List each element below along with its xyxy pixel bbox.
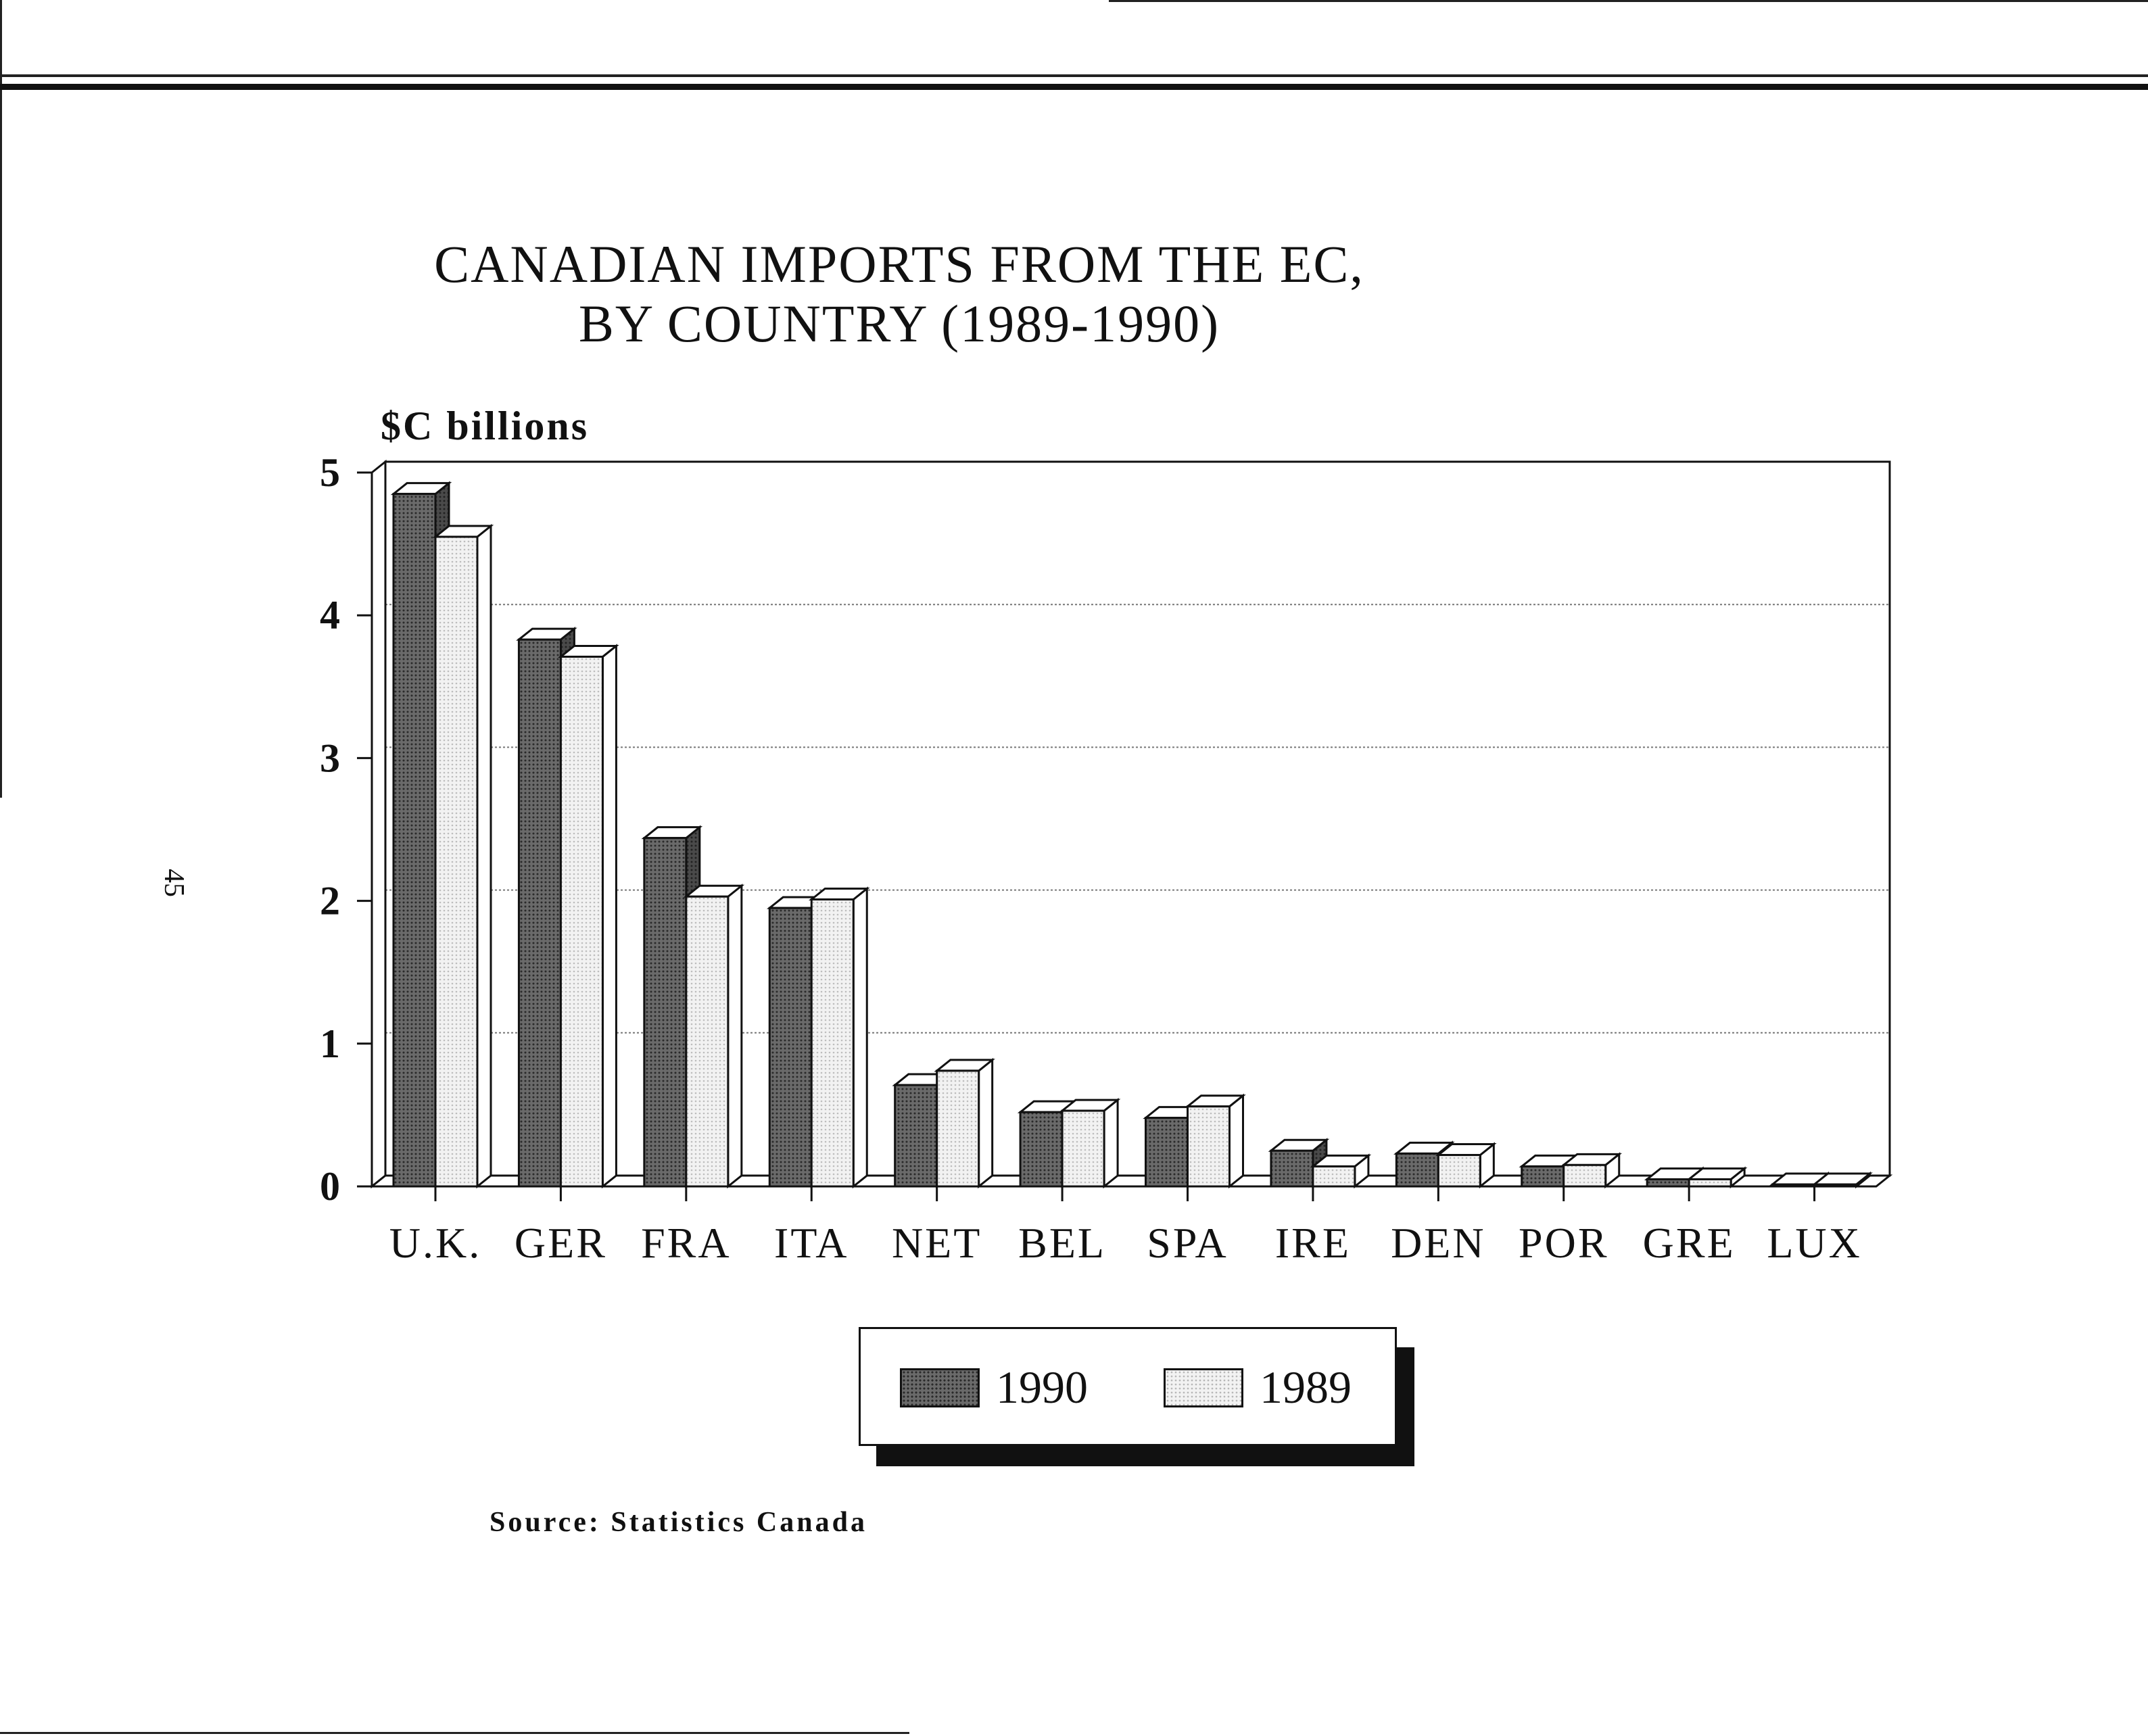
x-tick-label: SPA xyxy=(1147,1219,1228,1267)
y-axis-label: $C billions xyxy=(381,404,590,448)
x-tick-label: ITA xyxy=(774,1219,849,1267)
x-tick-label: U.K. xyxy=(389,1219,482,1267)
bar-1989-den xyxy=(1438,1144,1494,1186)
x-tick-label: IRE xyxy=(1274,1219,1351,1267)
bar-1989-bel xyxy=(1062,1100,1118,1186)
legend-label-1989: 1989 xyxy=(1260,1361,1352,1413)
legend-swatch-1990 xyxy=(900,1368,980,1407)
bar-1989-ita xyxy=(811,888,867,1186)
bar-1989-spa xyxy=(1188,1096,1243,1186)
page-number: 45 xyxy=(158,869,189,897)
chart-title-line-1: CANADIAN IMPORTS FROM THE EC, xyxy=(434,235,1364,293)
bar-1989-uk xyxy=(435,526,491,1186)
y-tick-label: 2 xyxy=(320,878,340,923)
x-tick-label: FRA xyxy=(641,1219,732,1267)
y-tick-label: 3 xyxy=(320,736,340,781)
x-tick-label: BEL xyxy=(1018,1219,1107,1267)
y-tick-label: 4 xyxy=(320,593,340,638)
x-tick-label: GER xyxy=(514,1219,607,1267)
bar-1989-ger xyxy=(560,646,616,1186)
x-tick-label: LUX xyxy=(1767,1219,1862,1267)
legend-label-1990: 1990 xyxy=(996,1361,1088,1413)
y-tick-label: 1 xyxy=(320,1021,340,1066)
chart-title-line-2: BY COUNTRY (1989-1990) xyxy=(578,294,1220,353)
y-tick-label: 0 xyxy=(320,1164,340,1209)
legend-swatch-1989 xyxy=(1164,1368,1243,1407)
legend xyxy=(859,1327,1397,1446)
x-tick-label: GRE xyxy=(1642,1219,1736,1267)
bar-1989-ire xyxy=(1313,1155,1368,1186)
bar-1989-fra xyxy=(686,886,742,1186)
x-tick-label: NET xyxy=(891,1219,982,1267)
x-tick-label: POR xyxy=(1519,1219,1609,1267)
bar-1989-por xyxy=(1564,1154,1619,1186)
plot-side-wall xyxy=(372,462,385,1186)
bar-1989-net xyxy=(937,1060,993,1186)
x-tick-label: DEN xyxy=(1391,1219,1486,1267)
y-tick-label: 5 xyxy=(320,450,340,495)
source-note: Source: Statistics Canada xyxy=(490,1507,867,1538)
